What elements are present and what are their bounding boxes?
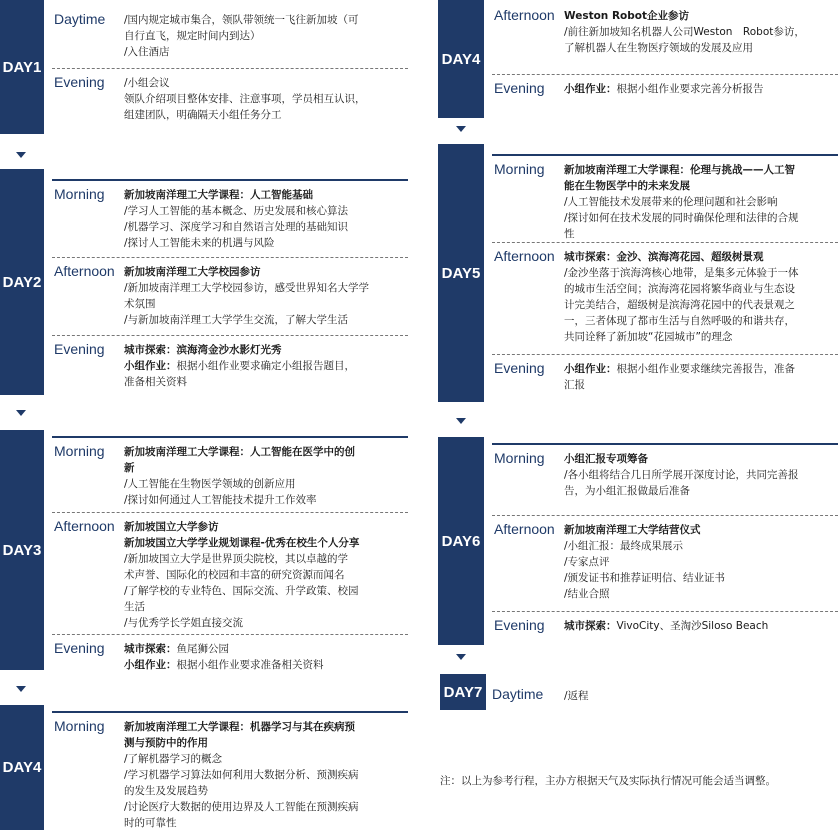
session-title: 新加坡国立大学学业规划课程-优秀在校生个人分享 [124,537,360,549]
session-label: Morning [494,450,545,466]
session-title: 能在生物医学中的未来发展 [564,180,690,192]
day2-block [0,169,408,395]
day-label: DAY3 [0,430,44,670]
content-line: 领队介绍项目整体安排、注意事项，学员相互认识， [124,93,366,105]
content-line: 时的可靠性 [124,817,177,829]
day-label: DAY5 [438,144,484,402]
content-line: 的发生及发展趋势 [124,785,208,797]
session-label: Morning [494,161,545,177]
content-line: 的城市生活空间；滨海湾花园将繁华商业与生态设 [564,283,795,295]
content-line: /了解机器学习的概念 [124,753,223,765]
session-content [124,187,406,251]
content-line: 自行直飞，规定时间内到达） [124,30,261,42]
session-evening [52,634,408,671]
day3-block [0,430,408,670]
session-content [564,522,836,602]
content-line: /颁发证书和推荐证明信、结业证书 [564,572,726,584]
session-label: Evening [54,341,105,357]
content-line: 术氛围 [124,298,156,310]
city-label: 城市探索： [564,620,617,632]
day-label: DAY2 [0,169,44,395]
content-line: /各小组将结合几日所学展开深度讨论，共同完善报 [564,469,799,481]
session-evening [492,354,838,403]
city-text: 鱼尾狮公园 [176,643,229,655]
content-line: /专家点评 [564,556,610,568]
day4-block [0,705,408,830]
content-line [124,358,406,374]
session-morning [492,154,838,240]
content-line: 了解机器人在生物医疗领域的发展及应用 [564,42,753,54]
content-line: 一，三者体现了都市生活与自然呼吸的和谐共存， [564,315,795,327]
content-line [124,641,406,657]
session-label: Evening [54,640,105,656]
day6-block [438,437,838,645]
content-line: /前往新加坡知名机器人公司Weston Robot参访， [564,26,805,38]
session-afternoon [52,257,408,332]
homework-label: 小组作业： [124,659,177,671]
session-label: Daytime [492,686,544,702]
content-line: /探讨如何通过人工智能技术提升工作效率 [124,494,317,506]
city-text: VivoCity、圣淘沙Siloso Beach [616,620,769,632]
session-content [564,618,836,634]
session-evening [52,68,408,135]
session-title: Weston Robot企业参访 [564,10,689,22]
content-line: /了解学校的专业特色、国际交流、升学政策、校园 [124,585,359,597]
content-line: 汇报 [564,379,585,391]
session-content [124,12,406,60]
session-title: 新加坡国立大学参访 [124,521,219,533]
homework-text: 根据小组作业要求完善分析报告 [616,83,764,95]
content-line: 生活 [124,601,145,613]
session-morning [52,179,408,247]
content-line [124,657,406,673]
homework-label: 小组作业： [124,360,177,372]
session-title: 小组汇报专项筹备 [564,453,648,465]
session-content [124,719,406,831]
homework-text: 根据小组作业要求准备相关资料 [176,659,324,671]
session-label: Afternoon [494,248,555,264]
session-content [564,249,836,345]
content-line [564,361,836,377]
content-line: /新加坡南洋理工大学校园参访，感受世界知名大学学 [124,282,370,294]
chevron-down-icon [16,686,26,692]
content-line: /入住酒店 [124,46,170,58]
session-content [124,264,406,328]
session-label: Daytime [54,11,106,27]
content-line: /结业合照 [564,588,610,600]
day7-block [438,674,838,710]
footnote: 注：以上为参考行程，主办方根据天气及实际执行情况可能会适当调整。 [440,775,776,787]
content-line: /学习机器学习算法如何利用大数据分析、预测疾病 [124,769,359,781]
chevron-down-icon [456,654,466,660]
session-content [124,641,406,673]
session-content [564,8,836,56]
session-title: 新加坡南洋理工大学课程：机器学习与其在疾病预 [124,721,355,733]
session-label: Morning [54,443,105,459]
homework-text: 根据小组作业要求确定小组报告题目， [176,360,355,372]
session-afternoon [492,242,838,349]
session-label: Morning [54,186,105,202]
homework-label: 小组作业： [564,83,617,95]
content-line [564,81,836,97]
day4-continued-block [438,0,838,118]
content-line: 组建团队，明确隔天小组任务分工 [124,109,282,121]
session-content [564,361,836,393]
session-content [564,162,836,242]
session-evening [52,335,408,396]
day-label: DAY4 [438,0,484,118]
session-label: Evening [494,617,545,633]
content-line: 术声誉、国际化的校园和丰富的研究资源而闻名 [124,569,345,581]
day-label: DAY1 [0,0,44,134]
session-afternoon [52,512,408,635]
session-evening [492,74,838,119]
session-morning [52,436,408,514]
content-line: /探讨如何在技术发展的同时确保伦理和法律的合规 [564,212,799,224]
content-line: /学习人工智能的基本概念、历史发展和核心算法 [124,205,349,217]
session-content [124,75,406,123]
chevron-down-icon [16,410,26,416]
session-content [564,451,836,499]
session-title: 新加坡南洋理工大学课程：人工智能基础 [124,189,313,201]
day-label: DAY4 [0,705,44,830]
session-morning [52,711,408,832]
session-title: 测与预防中的作用 [124,737,208,749]
chevron-down-icon [456,418,466,424]
session-label: Afternoon [494,521,555,537]
homework-label: 小组作业： [564,363,617,375]
content-line: /探讨人工智能未来的机遇与风险 [124,237,275,249]
content-line: /金沙坐落于滨海湾核心地带，是集多元体验于一体 [564,267,799,279]
chevron-down-icon [456,126,466,132]
session-label: Afternoon [54,263,115,279]
content-line: /人工智能技术发展带来的伦理问题和社会影响 [564,196,778,208]
session-content [124,342,406,390]
city-label: 城市探索： [124,643,177,655]
content-line: 计完美结合，超级树是滨海湾花园中的代表景观之 [564,299,795,311]
content-line: /人工智能在生物医学领域的创新应用 [124,478,296,490]
session-label: Afternoon [494,7,555,23]
content-line: 性 [564,228,575,240]
session-title: 城市探索：滨海湾金沙水影灯光秀 [124,344,282,356]
session-title: 新加坡南洋理工大学结营仪式 [564,524,701,536]
content-line: /小组会议 [124,77,170,89]
content-line: /国内规定城市集合，领队带领统一飞往新加坡（可 [124,14,359,26]
content-line: 告，为小组汇报做最后准备 [564,485,690,497]
session-title: 新加坡南洋理工大学课程：伦理与挑战——人工智 [564,164,795,176]
content-line: /小组汇报：最终成果展示 [564,540,684,552]
content-line [564,618,836,634]
content-line: /与新加坡南洋理工大学学生交流，了解大学生活 [124,314,349,326]
session-morning [492,443,838,513]
content-line: /机器学习、深度学习和自然语言处理的基础知识 [124,221,349,233]
content-line: /与优秀学长学姐直接交流 [124,617,244,629]
content-line: /新加坡国立大学是世界顶尖院校，其以卓越的学 [124,553,349,565]
content-line: 共同诠释了新加坡“花园城市”的理念 [564,331,733,343]
chevron-down-icon [16,152,26,158]
session-title: 新加坡南洋理工大学课程：人工智能在医学中的创 [124,446,355,458]
content-line: 准备相关资料 [124,376,187,388]
day-label: DAY6 [438,437,484,645]
session-title: 城市探索：金沙、滨海湾花园、超级树景观 [564,251,764,263]
homework-text: 根据小组作业要求继续完善报告，准备 [616,363,795,375]
session-content [564,81,836,97]
session-label: Evening [54,74,105,90]
day1-block [0,0,408,134]
session-evening [492,611,838,646]
day5-block [438,144,838,402]
session-content [124,444,406,508]
content-line: /讨论医疗大数据的使用边界及人工智能在预测疾病 [124,801,359,813]
session-title: 新加坡南洋理工大学校园参访 [124,266,261,278]
session-daytime [52,6,408,68]
session-content: /返程 [564,690,589,702]
session-label: Evening [494,360,545,376]
session-afternoon [492,515,838,608]
session-content [124,519,406,631]
day-label: DAY7 [440,674,486,710]
session-title: 新 [124,462,135,474]
session-afternoon [492,2,838,70]
session-label: Afternoon [54,518,115,534]
session-label: Morning [54,718,105,734]
session-label: Evening [494,80,545,96]
